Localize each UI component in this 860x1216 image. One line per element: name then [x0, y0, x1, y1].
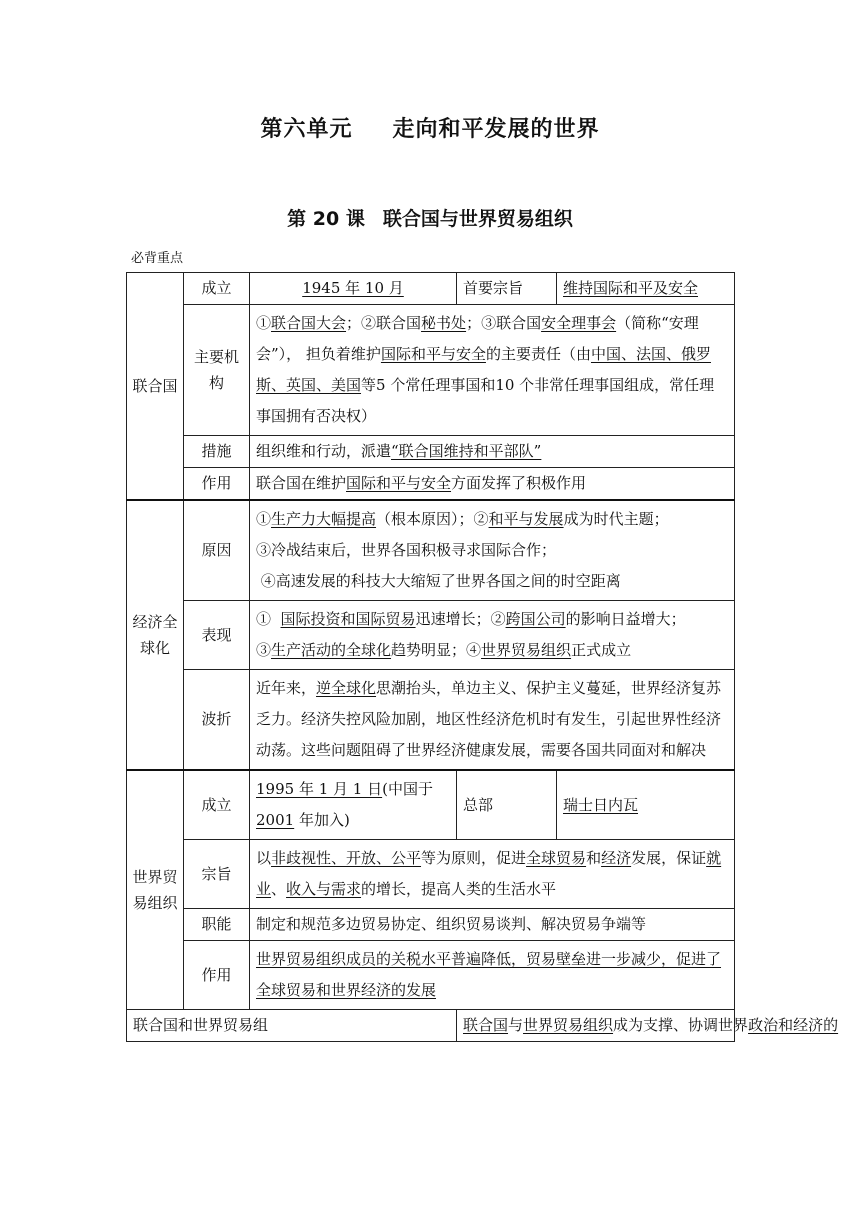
perf-line-2: [256, 635, 728, 666]
text: ；③联合国: [466, 314, 542, 332]
text: 组织维和行动，派遣: [256, 442, 392, 460]
glob-row-performance: [127, 601, 735, 670]
text: 等为原则，促进: [421, 849, 527, 867]
text: ；②联合国: [346, 314, 422, 332]
key-term: 安全理事会: [541, 314, 617, 332]
wto-est-value: [250, 770, 457, 840]
text: 联合国在维护: [256, 474, 347, 492]
key-term: 和平与发展: [488, 510, 564, 528]
wto-row-function: [127, 909, 735, 941]
wto-func-text: 制定和规范多边贸易协定、组织贸易谈判、解决贸易争端等: [250, 909, 735, 941]
unit-name: 走向和平发展的世界: [392, 117, 600, 142]
key-term: 国际投资和国际贸易: [280, 610, 416, 628]
key-term: 世界贸易组织成员的关税水平普遍降低，贸易壁垒进一步减少，促进了全球贸易和世界经济的发展: [256, 950, 722, 999]
key-term: 逆全球化: [316, 679, 377, 697]
wto-hq-value: [557, 770, 735, 840]
text: 、: [271, 880, 287, 898]
key-term: 世界贸易组织: [523, 1016, 614, 1034]
key-term: 2001: [256, 811, 295, 829]
key-term: 联合国大会: [271, 314, 347, 332]
key-term: 全球贸易: [526, 849, 587, 867]
text: ③: [256, 641, 272, 659]
section-label: 必背重点: [131, 251, 184, 266]
cause-line-2: ③冷战结束后，世界各国积极寻求国际合作；: [256, 541, 557, 559]
text: 等5 个常任理事国和10 个非常任理事国组成，常任理事国拥有否决权）: [256, 376, 715, 425]
text: 迅速增长；②: [415, 610, 506, 628]
key-term: 生产力大幅提高: [271, 510, 377, 528]
text: 的增长，提高人类的生活水平: [361, 880, 557, 898]
glob-cause-text: [250, 500, 735, 601]
wto-est-label: 成立: [184, 770, 250, 840]
key-term: 生产活动的全球化: [271, 641, 392, 659]
wto-category: [127, 770, 184, 1010]
key-term: 非歧视性、开放、公平: [271, 849, 422, 867]
text: （根本原因）；②: [376, 510, 489, 528]
glob-cause-label: 原因: [184, 500, 250, 601]
glob-category-label: 经济全球化: [132, 613, 178, 657]
glob-setback-label: 波折: [184, 670, 250, 771]
un-organs-label: 主要机构: [184, 305, 250, 436]
text: ①: [256, 510, 272, 528]
un-category-label: 联合国: [132, 377, 178, 395]
lesson-name: 联合国与世界贸易组织: [382, 208, 573, 230]
wto-hq-label: 总部: [457, 770, 557, 840]
relation-text: [457, 1010, 839, 1042]
un-aim-text: 维持国际和平及安全: [563, 279, 699, 297]
text: 思潮抬头，单边主义、保护主义蔓延，世界经济复苏乏力。经济失控风险加剧，地区性经济危机时有发生，引起世界性经济动荡。这些问题阻碍了世界经济健康发展，需要各国共同面对和解决: [256, 679, 722, 759]
relation-label: [127, 1010, 457, 1042]
un-row-established: [127, 273, 735, 305]
relation-row: [127, 1010, 735, 1042]
un-measures-label: 措施: [184, 436, 250, 468]
un-row-organs: [127, 305, 735, 436]
text: 以: [256, 849, 272, 867]
un-row-role: [127, 468, 735, 501]
perf-line-1: [256, 604, 728, 635]
wto-category-label: 世界贸易组织: [132, 868, 178, 912]
text: 年加入): [294, 811, 350, 829]
wto-role-label: 作用: [184, 941, 250, 1010]
key-term: 世界贸易组织: [481, 641, 572, 659]
key-term: 跨国公司: [505, 610, 566, 628]
text: 发展，保证: [631, 849, 707, 867]
key-term: 政治和经济的: [748, 1016, 839, 1034]
lesson-number: 第 20 课: [287, 208, 365, 230]
un-role-text: [250, 468, 735, 501]
text: （简称“安理会”）， 担负着维护: [256, 314, 699, 363]
un-est-label: 成立: [184, 273, 250, 305]
key-term: 秘书处: [421, 314, 467, 332]
un-organs-text: [250, 305, 735, 436]
text: ①: [256, 314, 272, 332]
unit-number: 第六单元: [260, 117, 353, 142]
text: (中国于: [382, 780, 433, 798]
glob-category: [127, 500, 184, 770]
key-term: 收入与需求: [286, 880, 362, 898]
wto-hq-text: 瑞士日内瓦: [563, 795, 639, 814]
wto-aim-text: [250, 840, 735, 909]
key-term: 1995 年 1 月 1 日: [256, 780, 383, 798]
key-term: 经济: [601, 849, 632, 867]
text: 和: [586, 849, 602, 867]
cause-line-1: [256, 504, 728, 535]
glob-row-setback: [127, 670, 735, 771]
key-term: 国际和平与安全: [346, 474, 452, 492]
text: 与: [508, 1016, 524, 1034]
lesson-title: [0, 204, 860, 231]
wto-row-aim: [127, 840, 735, 909]
wto-role-text: [250, 941, 735, 1010]
text: 的主要责任（由: [485, 345, 591, 363]
un-role-label: 作用: [184, 468, 250, 501]
cause-line-3: ④高速发展的科技大大缩短了世界各国之间的时空距离: [256, 572, 621, 590]
key-term: “联合国维持和平部队”: [391, 442, 542, 460]
relation-label-text: 联合国和世界贸易组: [133, 1016, 269, 1034]
wto-row-established: [127, 770, 735, 840]
key-term: 国际和平与安全: [380, 345, 486, 363]
text: 趋势明显；④: [391, 641, 482, 659]
glob-perf-text: [250, 601, 735, 670]
un-measures-text: [250, 436, 735, 468]
wto-row-role: [127, 941, 735, 1010]
text: 的影响日益增大；: [565, 610, 686, 628]
key-term: 就业: [256, 849, 722, 898]
glob-perf-label: 表现: [184, 601, 250, 670]
wto-aim-label: 宗旨: [184, 840, 250, 909]
un-aim-value: [557, 273, 735, 305]
text: 成为支撑、协调世界: [613, 1016, 749, 1034]
key-term: 联合国: [463, 1016, 509, 1034]
un-aim-label: 首要宗旨: [457, 273, 557, 305]
unit-title: [0, 112, 860, 143]
glob-setback-text: [250, 670, 735, 771]
un-row-measures: [127, 436, 735, 468]
un-category: [127, 273, 184, 501]
text: 成为时代主题；: [563, 510, 669, 528]
key-points-table: [126, 272, 839, 1042]
glob-row-cause: [127, 500, 735, 601]
text: 正式成立: [571, 641, 632, 659]
text: 近年来，: [256, 679, 317, 697]
wto-func-label: 职能: [184, 909, 250, 941]
text: 方面发挥了积极作用: [451, 474, 587, 492]
un-est-date: 1945 年 10 月: [302, 279, 404, 297]
text: ①: [256, 610, 281, 628]
un-est-value: [250, 273, 457, 305]
key-term: 中国、法国、俄罗斯、英国、美国: [256, 345, 711, 394]
